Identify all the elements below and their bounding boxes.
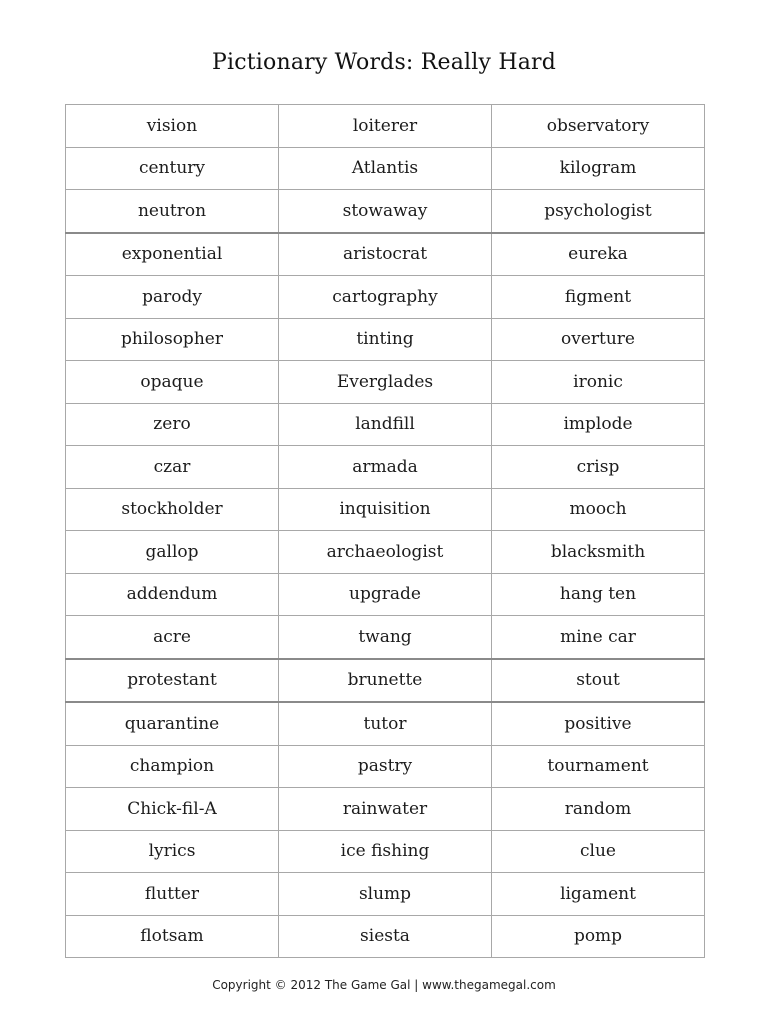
word-cell: brunette bbox=[279, 659, 492, 703]
word-cell: blacksmith bbox=[492, 531, 705, 574]
word-cell: tournament bbox=[492, 745, 705, 788]
word-cell: aristocrat bbox=[279, 233, 492, 276]
word-cell: Everglades bbox=[279, 361, 492, 404]
word-cell: random bbox=[492, 788, 705, 831]
word-cell: century bbox=[66, 147, 279, 190]
word-cell: stowaway bbox=[279, 190, 492, 233]
word-cell: clue bbox=[492, 830, 705, 873]
table-row bbox=[66, 702, 705, 745]
word-cell: psychologist bbox=[492, 190, 705, 233]
table-row bbox=[66, 573, 705, 616]
table-row bbox=[66, 915, 705, 958]
word-cell: parody bbox=[66, 276, 279, 319]
word-cell: pastry bbox=[279, 745, 492, 788]
word-table bbox=[65, 104, 705, 958]
table-row bbox=[66, 190, 705, 233]
word-cell: ligament bbox=[492, 873, 705, 916]
word-cell: kilogram bbox=[492, 147, 705, 190]
word-cell: rainwater bbox=[279, 788, 492, 831]
table-row bbox=[66, 147, 705, 190]
word-cell: positive bbox=[492, 702, 705, 745]
table-row bbox=[66, 745, 705, 788]
word-cell: cartography bbox=[279, 276, 492, 319]
word-cell: implode bbox=[492, 403, 705, 446]
word-cell: addendum bbox=[66, 573, 279, 616]
table-row bbox=[66, 361, 705, 404]
word-cell: twang bbox=[279, 616, 492, 659]
table-row bbox=[66, 318, 705, 361]
word-cell: Chick-fil-A bbox=[66, 788, 279, 831]
table-row bbox=[66, 233, 705, 276]
word-cell: ice fishing bbox=[279, 830, 492, 873]
table-row bbox=[66, 488, 705, 531]
word-cell: mooch bbox=[492, 488, 705, 531]
table-row bbox=[66, 616, 705, 659]
word-cell: flotsam bbox=[66, 915, 279, 958]
word-cell: pomp bbox=[492, 915, 705, 958]
table-row bbox=[66, 531, 705, 574]
word-cell: neutron bbox=[66, 190, 279, 233]
word-cell: tinting bbox=[279, 318, 492, 361]
word-cell: opaque bbox=[66, 361, 279, 404]
word-cell: champion bbox=[66, 745, 279, 788]
page-title: Pictionary Words: Really Hard bbox=[211, 50, 557, 75]
word-cell: figment bbox=[492, 276, 705, 319]
word-cell: landfill bbox=[279, 403, 492, 446]
table-row bbox=[66, 105, 705, 148]
word-cell: slump bbox=[279, 873, 492, 916]
word-cell: vision bbox=[66, 105, 279, 148]
word-cell: gallop bbox=[66, 531, 279, 574]
table-row bbox=[66, 659, 705, 703]
table-row bbox=[66, 446, 705, 489]
word-table-body bbox=[66, 105, 705, 958]
word-cell: loiterer bbox=[279, 105, 492, 148]
word-cell: stout bbox=[492, 659, 705, 703]
word-cell: siesta bbox=[279, 915, 492, 958]
word-cell: armada bbox=[279, 446, 492, 489]
table-row bbox=[66, 403, 705, 446]
word-cell: czar bbox=[66, 446, 279, 489]
word-cell: observatory bbox=[492, 105, 705, 148]
copyright-footer: Copyright © 2012 The Game Gal | www.thegamegal.com bbox=[212, 978, 556, 992]
word-cell: flutter bbox=[66, 873, 279, 916]
word-cell: inquisition bbox=[279, 488, 492, 531]
word-cell: zero bbox=[66, 403, 279, 446]
word-cell: upgrade bbox=[279, 573, 492, 616]
word-cell: archaeologist bbox=[279, 531, 492, 574]
table-row bbox=[66, 830, 705, 873]
word-cell: acre bbox=[66, 616, 279, 659]
word-cell: exponential bbox=[66, 233, 279, 276]
table-row bbox=[66, 788, 705, 831]
word-cell: hang ten bbox=[492, 573, 705, 616]
word-cell: mine car bbox=[492, 616, 705, 659]
word-cell: crisp bbox=[492, 446, 705, 489]
word-cell: tutor bbox=[279, 702, 492, 745]
table-row bbox=[66, 873, 705, 916]
word-cell: philosopher bbox=[66, 318, 279, 361]
word-cell: overture bbox=[492, 318, 705, 361]
word-cell: lyrics bbox=[66, 830, 279, 873]
word-cell: eureka bbox=[492, 233, 705, 276]
word-cell: stockholder bbox=[66, 488, 279, 531]
table-row bbox=[66, 276, 705, 319]
word-cell: protestant bbox=[66, 659, 279, 703]
word-cell: quarantine bbox=[66, 702, 279, 745]
word-cell: ironic bbox=[492, 361, 705, 404]
word-cell: Atlantis bbox=[279, 147, 492, 190]
